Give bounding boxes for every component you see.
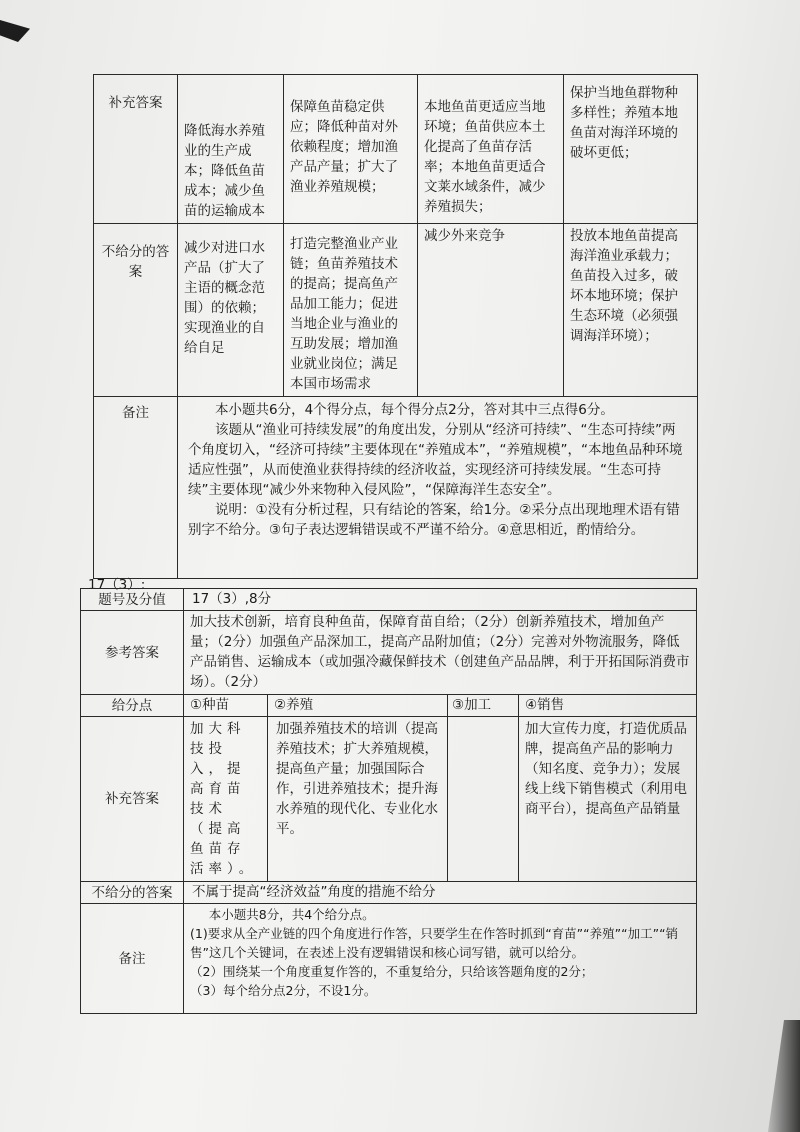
table1-no-score-cell-2: 打造完整渔业产业链；鱼苗养殖技术的提高；提高鱼产品加工能力；促进当地企业与渔业的互助发展；增加渔业就业岗位；满足本国市场需求 bbox=[284, 224, 418, 397]
answer-table-2 bbox=[80, 588, 697, 1014]
table2-supplement-cell-3 bbox=[448, 717, 519, 882]
table2-remark-line-3: （2）围绕某一个角度重复作答的，不重复给分，只给该答题角度的2分； bbox=[190, 964, 594, 979]
table1-remark-content bbox=[178, 397, 698, 579]
section-label: 17（3）: bbox=[88, 577, 146, 593]
table1-supplement-cell-1: 降低海水养殖业的生产成本；降低鱼苗成本；减少鱼苗的运输成本 bbox=[178, 75, 284, 224]
table2-no-score-text: 不属于提高“经济效益”角度的措施不给分 bbox=[184, 882, 697, 904]
table1-remark-p2: 该题从“渔业可持续发展”的角度出发，分别从“经济可持续”、“生态可持续”两个角度切入，“经济可持续”主要体现在“养殖成本”，“养殖规模”，“本地鱼品种环境适应性强”，从而使渔业获得持续的经济收益，实现经济可持续发展。“生态可持续”主要体现“减少外来物种入侵风险”，“保障海洋生态安全”。 bbox=[188, 422, 683, 498]
table1-no-score-cell-3: 减少外来竞争 bbox=[418, 224, 564, 397]
table2-remark-row bbox=[81, 904, 697, 1014]
table2-remark-line-4: （3）每个给分点2分，不设1分。 bbox=[190, 983, 377, 998]
table1-remark-p3: 说明：①没有分析过程，只有结论的答案，给1分。②采分点出现地理术语有错别字不给分。③句子表达逻辑错误或不严谨不给分。④意思相近，酌情给分。 bbox=[188, 502, 680, 538]
table2-point-3: ③加工 bbox=[448, 695, 519, 717]
answer-table-1 bbox=[93, 74, 698, 579]
table2-supplement-cell-2: 加强养殖技术的培训（提高养殖技术；扩大养殖规模，提高鱼产量；加强国际合作，引进养殖技术；提升海水养殖的现代化、专业化水平。 bbox=[268, 717, 448, 882]
table1-supplement-cell-3: 本地鱼苗更适应当地环境；鱼苗供应本土化提高了鱼苗存活率；本地鱼苗更适合文莱水域条件，减少养殖损失； bbox=[418, 75, 564, 224]
table2-question-label: 题号及分值 bbox=[81, 589, 184, 611]
table2-points-label: 给分点 bbox=[81, 695, 184, 717]
table1-no-score-cell-1: 减少对进口水产品（扩大了主语的概念范围）的依赖；实现渔业的自给自足 bbox=[178, 224, 284, 397]
table2-no-score-label: 不给分的答案 bbox=[81, 882, 184, 904]
table2-reference-text: 加大技术创新，培育良种鱼苗，保障育苗自给；（2分）创新养殖技术，增加鱼产量；（2分）加强鱼产品深加工，提高产品附加值；（2分）完善对外物流服务，降低产品销售、运输成本（或加强冷藏保鲜技术（创建鱼产品品牌，利于开拓国际消费市场）。（2分） bbox=[184, 611, 697, 695]
table1-remark-row bbox=[94, 397, 698, 579]
table2-reference-row bbox=[81, 611, 697, 695]
table1-supplement-cell-2: 保障鱼苗稳定供应；降低种苗对外依赖程度；增加渔产品产量；扩大了渔业养殖规模； bbox=[284, 75, 418, 224]
table1-remark-p1: 本小题共6分，4个得分点，每个得分点2分，答对其中三点得6分。 bbox=[215, 402, 614, 418]
table2-supplement-cell-4: 加大宣传力度，打造优质品牌，提高鱼产品的影响力（知名度、竞争力）；发展线上线下销售模式（利用电商平台），提高鱼产品销量 bbox=[519, 717, 697, 882]
table2-point-4: ④销售 bbox=[519, 695, 697, 717]
table2-supplement-cell-1: 加大科技投入，提高育苗技术（提高鱼苗存活率）。 bbox=[184, 717, 268, 882]
table2-remark-line-2: (1)要求从全产业链的四个角度进行作答，只要学生在作答时抓到“育苗”“养殖”“加工”“销售”这几个关键词，在表述上没有逻辑错误和核心词写错，就可以给分。 bbox=[190, 926, 679, 960]
table2-points-row bbox=[81, 695, 697, 717]
table2-point-1: ①种苗 bbox=[184, 695, 268, 717]
table1-no-score-cell-4: 投放本地鱼苗提高海洋渔业承载力；鱼苗投入过多，破坏本地环境；保护生态环境（必须强调海洋环境）； bbox=[564, 224, 698, 397]
table2-no-score-row bbox=[81, 882, 697, 904]
table2-reference-label: 参考答案 bbox=[81, 611, 184, 695]
table2-question-value: 17（3）,8分 bbox=[184, 589, 697, 611]
table2-remark-content bbox=[184, 904, 697, 1014]
table1-remark-label: 备注 bbox=[94, 397, 178, 579]
table2-supplement-label: 补充答案 bbox=[81, 717, 184, 882]
table1-supplement-row bbox=[94, 75, 698, 224]
table2-point-2: ②养殖 bbox=[268, 695, 448, 717]
table1-no-score-label: 不给分的答案 bbox=[94, 224, 178, 397]
table2-remark-label: 备注 bbox=[81, 904, 184, 1014]
table1-supplement-label: 补充答案 bbox=[94, 75, 178, 224]
table2-supplement-row bbox=[81, 717, 697, 882]
table1-no-score-row bbox=[94, 224, 698, 397]
table1-supplement-cell-4: 保护当地鱼群物种多样性；养殖本地鱼苗对海洋环境的破坏更低； bbox=[564, 75, 698, 224]
table2-question-row bbox=[81, 589, 697, 611]
table2-remark-line-1: 本小题共8分，共4个给分点。 bbox=[208, 907, 375, 922]
